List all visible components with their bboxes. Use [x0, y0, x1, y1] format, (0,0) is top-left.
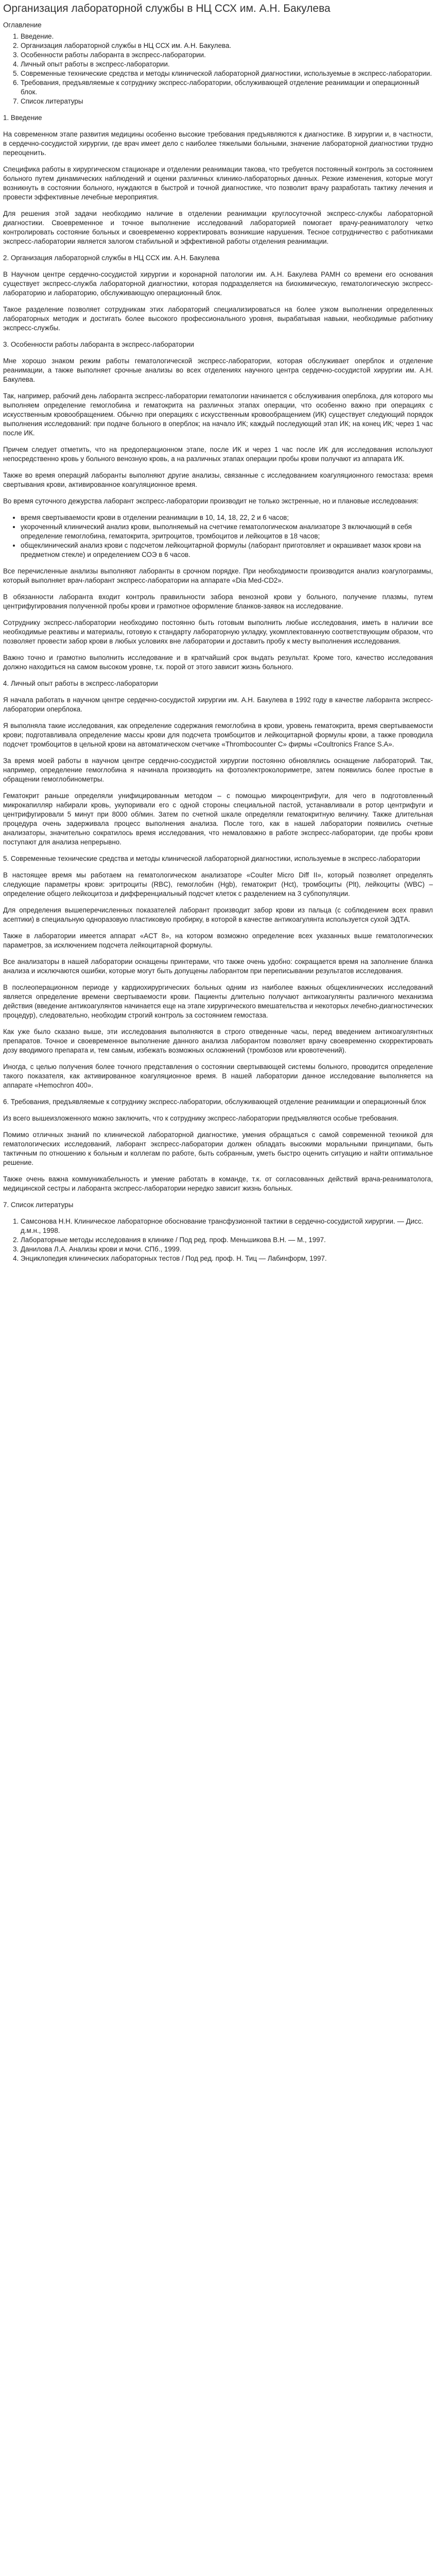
bullet-item: • время свертываемости крови в отделении реанимации в 10, 14, 18, 22, 2 и 6 часов;: [21, 513, 433, 522]
toc-item[interactable]: 7. Список литературы: [21, 97, 433, 106]
paragraph: Я выполняла такие исследования, как определение содержания гемоглобина в крови, уровень гематокрита, время свертываемости крови; подготавливала определение массы крови для подсчета тромбоцитов и лейкоцитарной формулы крови, а также проводила подсчет тромбоцитов в цельной крови на автоматическом счетчике «Thrombocounter C» фирмы «Coultronics France S.A».: [3, 722, 433, 748]
article-body: [3, 113, 433, 1263]
section-heading: 1. Введение: [3, 114, 42, 122]
paragraph: Так, например, рабочий день лаборанта экспресс-лаборатории гематологии начинается с обслуживания оперблока, для которого мы выполняем определение гемоглобина и гематокрита на различных этапах операции, что особенно важно при операциях с искусственным кровообращением. Обычно при операциях с искусственным кровообращением (ИК) существует следующий порядок выполнения исследований: при подаче больного в оперблок; на начало ИК; каждый последующий этап ИК; на конец ИК; через 1 час после ИК.: [3, 392, 433, 437]
reference-item: 2. Лабораторные методы исследования в клинике / Под ред. проф. Меньшикова В.Н. — М., 1997.: [21, 1235, 433, 1245]
toc-list: [3, 32, 433, 106]
toc-item[interactable]: 3. Особенности работы лаборанта в экспресс-лаборатории.: [21, 50, 433, 60]
page-title: Организация лабораторной службы в НЦ ССХ им. А.Н. Бакулева: [3, 3, 330, 14]
paragraph: Из всего вышеизложенного можно заключить, что к сотруднику экспресс-лаборатории предъявляются особые требования.: [3, 1114, 398, 1122]
paragraph: Помимо отличных знаний по клинической лабораторной диагностике, умения обращаться с самой современной техникой для гематологических исследований, лаборант экспресс-лаборатории должен обладать высокими моральными принципами, быть тактичным по отношению к больным и коллегам по работе, быть собранным, уметь быстро оценить ситуацию и найти оптимальное решение.: [3, 1131, 433, 1166]
paragraph: Все анализаторы в нашей лаборатории оснащены принтерами, что также очень удобно: сокращается время на заполнение бланка анализа и исключаются ошибки, которые могут быть допущены лаборантом при переписывании результатов исследования.: [3, 958, 433, 975]
paragraph: В обязанности лаборанта входит контроль правильности забора венозной крови у больного, получение плазмы, путем центрифугирования полученной пробы крови и грамотное оформление бланков-заявок на исследование.: [3, 593, 433, 610]
paragraph: В Научном центре сердечно-сосудистой хирургии и коронарной патологии им. А.Н. Бакулева РАМН со времени его основания существует экспресс-служба лабораторной диагностики, которая подразделяется на биохимическую, гематологическую экспресс-лабораторию и лабораторию, обслуживающую операционный блок.: [3, 270, 433, 297]
toc-item[interactable]: 1. Введение.: [21, 32, 433, 41]
paragraph: Мне хорошо знаком режим работы гематологической экспресс-лаборатории, которая обслуживает оперблок и отделение реанимации, а также выполняет срочные анализы во всех отделениях научного центра сердечно-сосудистой хирургии им. А.Н. Бакулева.: [3, 357, 433, 383]
paragraph: Сотруднику экспресс-лаборатории необходимо постоянно быть готовым выполнить любые исследования, иметь в наличии все необходимые реактивы и материалы, готовую к стандарту лабораторную укладку, укомплектованную соответствующим образом, что позволяет провести забор крови в любых условиях вне лаборатории и доставить пробу к месту выполнения исследования.: [3, 619, 433, 645]
paragraph: В настоящее время мы работаем на гематологическом анализаторе «Coulter Micro Diff II», который позволяет определять следующие параметры крови: эритроциты (RBC), гемоглобин (Hgb), гематокрит (Hct), тромбоциты (Plt), лейкоциты (WBC) – определение общего лейкоцитоза и дифференциальный подсчет клеток с разделением на 3 субпопуляции.: [3, 871, 433, 897]
toc-item[interactable]: 5. Современные технические средства и методы клинической лабораторной диагностики, используемые в экспресс-лаборатории.: [21, 69, 433, 78]
paragraph: Для определения вышеперечисленных показателей лаборант производит забор крови из пальца (с соблюдением всех правил асептики) в специальную одноразовую пластиковую пробирку, в которой в качестве антикоагулянта используется сухой ЭДТА.: [3, 906, 433, 923]
paragraph: Также во время операций лаборанты выполняют другие анализы, связанные с исследованием коагуляционного гемостаза: время свертывания крови, активированное коагуляционное время.: [3, 471, 433, 488]
section-heading: 3. Особенности работы лаборанта в экспресс-лаборатории: [3, 341, 195, 348]
reference-item: 1. Самсонова Н.Н. Клиническое лабораторное обоснование трансфузионной тактики в сердечно-сосудистой хирургии. — Дисс. д.м.н., 1998.: [21, 1217, 433, 1235]
paragraph: На современном этапе развития медицины особенно высокие требования предъявляются к диагностике. В хирургии и, в частности, в сердечно-сосудистой хирургии, где врач имеет дело с наиболее тяжелыми больными, значение лабораторной диагностики трудно переоценить.: [3, 130, 433, 157]
paragraph: Важно точно и грамотно выполнить исследование и в кратчайший срок выдать результат. Кроме того, качество исследования должно находиться на самом высоком уровне, т.к. порой от этого зависит жизнь больного.: [3, 654, 433, 671]
paragraph: Во время суточного дежурства лаборант экспресс-лаборатории производит не только экстренные, но и плановые исследования:: [3, 497, 419, 505]
toc-heading: Оглавление: [3, 21, 42, 29]
toc-item[interactable]: 4. Личный опыт работы в экспресс-лаборатории.: [21, 60, 433, 69]
section-heading: 4. Личный опыт работы в экспресс-лаборатории: [3, 680, 158, 687]
reference-item: 4. Энциклопедия клинических лабораторных тестов / Под ред. проф. Н. Тиц — Лабинформ, 1997.: [21, 1254, 433, 1263]
section-heading: 5. Современные технические средства и методы клинической лабораторной диагностики, используемые в экспресс-лаборатории: [3, 855, 421, 862]
paragraph: За время моей работы в научном центре сердечно-сосудистой хирургии постоянно обновлялись оснащение лабораторий. Так, например, определение гемоглобина я начинала производить на фотоэлектроколориметре, затем появились более простые в обращении гемоглобинометры.: [3, 757, 433, 783]
section-heading: 7. Список литературы: [3, 1201, 74, 1209]
table-of-contents: [3, 21, 433, 106]
article-page: [0, 0, 436, 1266]
toc-item[interactable]: 6. Требования, предъявляемые к сотруднику экспресс-лаборатории, обслуживающей отделение реанимации и операционный блок.: [21, 78, 433, 97]
paragraph: Как уже было сказано выше, эти исследования выполняются в строго отведенные часы, перед введением антикоагулянтных препаратов. Точное и своевременное выполнение данного анализа лаборантом позволяет врачу своевременно скорректировать дозу вводимого препарата и, тем самым, избежать возможных осложнений (тромбозов или кровотечений).: [3, 1028, 433, 1054]
section-heading: 6. Требования, предъявляемые к сотруднику экспресс-лаборатории, обслуживающей отделение реанимации и операционный блок: [3, 1098, 426, 1106]
reference-item: 3. Данилова Л.А. Анализы крови и мочи. СПб., 1999.: [21, 1245, 433, 1254]
paragraph: Такое разделение позволяет сотрудникам этих лабораторий специализироваться на более узком выполнении определенных лабораторных методик и достигать более высокого профессионального уровня, вырабатывая навыки, необходимые работнику экспресс-службы.: [3, 306, 433, 332]
bullet-item: • укороченный клинический анализ крови, выполняемый на счетчике гематологическом анализаторе 3 включающий в себя определение гемоглобина, гематокрита, эритроцитов, тромбоцитов и лейкоцитов в 18 часов;: [21, 522, 433, 541]
toc-item[interactable]: 2. Организация лабораторной службы в НЦ ССХ им. А.Н. Бакулева.: [21, 41, 433, 50]
reference-list: [3, 1217, 433, 1263]
paragraph: Причем следует отметить, что на предоперационном этапе, после ИК и через 1 час после ИК для исследования используют непосредственно кровь у больного венозную кровь, а на различных этапах операции пробы крови получают из аппарата ИК.: [3, 446, 433, 463]
paragraph: Специфика работы в хирургическом стационаре и отделении реанимации такова, что требуется постоянный контроль за состоянием больного путем динамических наблюдений и оценки различных клинико-лабораторных данных. Резкие изменения, которые могут возникнуть в состоянии больного, нуждаются в быстрой и точной диагностике, что позволит врачу разработать тактику лечения и провести эффективные лечебные мероприятия.: [3, 165, 433, 201]
paragraph: Также очень важна коммуникабельность и умение работать в команде, т.к. от согласованных действий врача-реаниматолога, медицинской сестры и лаборанта экспресс-лаборатории нередко зависит жизнь больных.: [3, 1175, 433, 1192]
bullet-list: [3, 513, 433, 560]
bullet-item: • общеклинический анализ крови с подсчетом лейкоцитарной формулы (лаборант приготовляет и окрашивает мазок крови на предметном стекле) и определением СОЭ в 6 часов.: [21, 541, 433, 560]
paragraph: Все перечисленные анализы выполняют лаборанты в срочном порядке. При необходимости производится анализ коагулограммы, который выполняет врач-лаборант экспресс-лаборатории на аппарате «Dia Med-CD2».: [3, 567, 433, 584]
paragraph: Гематокрит раньше определяли унифицированным методом – с помощью микроцентрифуги, для чего в подготовленный микрокапилляр набирали кровь, укупоривали его с одной стороны специальной пастой, устанавливали в ротор центрифуги и центрифугировали 5 минут при 8000 об/мин. Затем по счетной шкале определяли гематокритную величину. Также длительная процедура очень задерживала процесс выполнения анализа. После того, как в нашей лаборатории появились счетные анализаторы, значительно сократилось время исследования, что немаловажно в работе экспресс-лаборатории, где пробы крови поступают для анализа непрерывно.: [3, 792, 433, 846]
paragraph: Иногда, с целью получения более точного представления о состоянии свертывающей системы больного, проводится определение такого показателя, как активированное коагуляционное время. В нашей лаборатории данное исследование выполняется на аппарате «Hemochron 400».: [3, 1063, 433, 1089]
paragraph: Также в лаборатории имеется аппарат «ACT 8», на котором возможно определение всех указанных выше гематологических параметров, за исключением подсчета лейкоцитарной формулы.: [3, 932, 433, 949]
paragraph: Я начала работать в научном центре сердечно-сосудистой хирургии им. А.Н. Бакулева в 1992 году в качестве лаборанта экспресс-лаборатории оперблока.: [3, 696, 433, 713]
paragraph: В послеоперационном периоде у кардиохирургических больных одним из наиболее важных общеклинических исследований является определение времени свертываемости крови. Пациенты длительно получают антикоагулянты различного механизма действия (введение антикоагулянтов начинается еще на этапе хирургического вмешательства и некоторых лечебно-диагностических процедур), следовательно, необходим строгий контроль за состоянием гемостаза.: [3, 984, 433, 1019]
paragraph: Для решения этой задачи необходимо наличие в отделении реанимации круглосуточной экспресс-службы лабораторной диагностики. Своевременное и точное выполнение исследований лабораторией помогает врачу-реаниматологу четко контролировать состояние больных и своевременно корректировать возникшие нарушения. Тесное сотрудничество с работниками экспресс-лаборатории является залогом стабильной и эффективной работы отделения реанимации.: [3, 210, 433, 245]
section-heading: 2. Организация лабораторной службы в НЦ ССХ им. А.Н. Бакулева: [3, 254, 220, 262]
